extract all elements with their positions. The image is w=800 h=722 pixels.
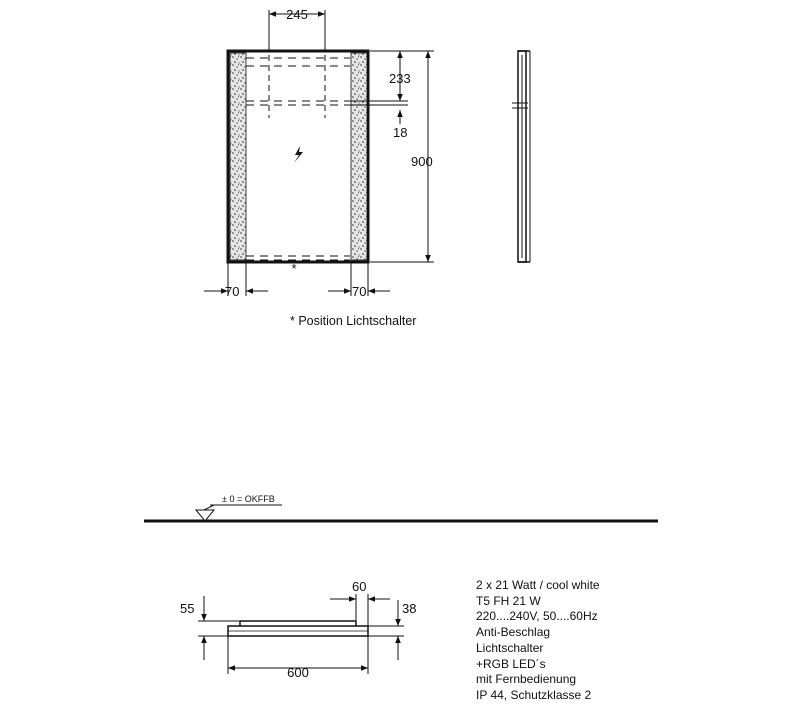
mirror-outline <box>228 51 368 262</box>
spec-line: mit Fernbedienung <box>476 672 577 687</box>
level-triangle-icon <box>196 510 214 521</box>
dim-70-right-label: 70 <box>352 284 367 299</box>
dim-60-label: 60 <box>352 579 367 594</box>
spec-line: T5 FH 21 W <box>476 593 541 608</box>
spec-line: Lichtschalter <box>476 640 544 655</box>
dim-70-left-label: 70 <box>225 284 240 299</box>
mirror-top-view <box>228 621 368 636</box>
spec-line: IP 44, Schutzklasse 2 <box>476 687 592 702</box>
mirror-front-view <box>228 51 368 262</box>
dim-55-label: 55 <box>180 601 195 616</box>
mirror-side-view <box>512 51 530 262</box>
dim-245 <box>269 7 325 52</box>
floor-label: ± 0 = OKFFB <box>222 494 275 504</box>
dim-600-label: 600 <box>287 665 309 680</box>
floor-reference <box>144 494 658 521</box>
dim-600 <box>228 636 368 680</box>
dim-70-strips <box>204 261 390 299</box>
spec-list <box>476 578 600 704</box>
spec-line: +RGB LED´s <box>476 656 546 671</box>
dim-38-label: 38 <box>402 601 417 616</box>
dim-900-label: 900 <box>411 154 433 169</box>
right-led-strip <box>351 53 367 260</box>
dim-60 <box>330 579 390 626</box>
spec-line: 2 x 21 Watt / cool white <box>476 578 600 592</box>
left-led-strip <box>230 53 246 260</box>
dim-245-label: 245 <box>286 7 308 22</box>
switch-marker: * <box>291 261 297 276</box>
spec-line: Anti-Beschlag <box>476 625 551 640</box>
spec-line: 220....240V, 50....60Hz <box>476 609 598 624</box>
footnote-switch-position: * Position Lichtschalter <box>290 314 417 328</box>
dim-38 <box>368 600 416 660</box>
dim-18-label: 18 <box>393 125 408 140</box>
dim-233-label: 233 <box>389 71 411 86</box>
